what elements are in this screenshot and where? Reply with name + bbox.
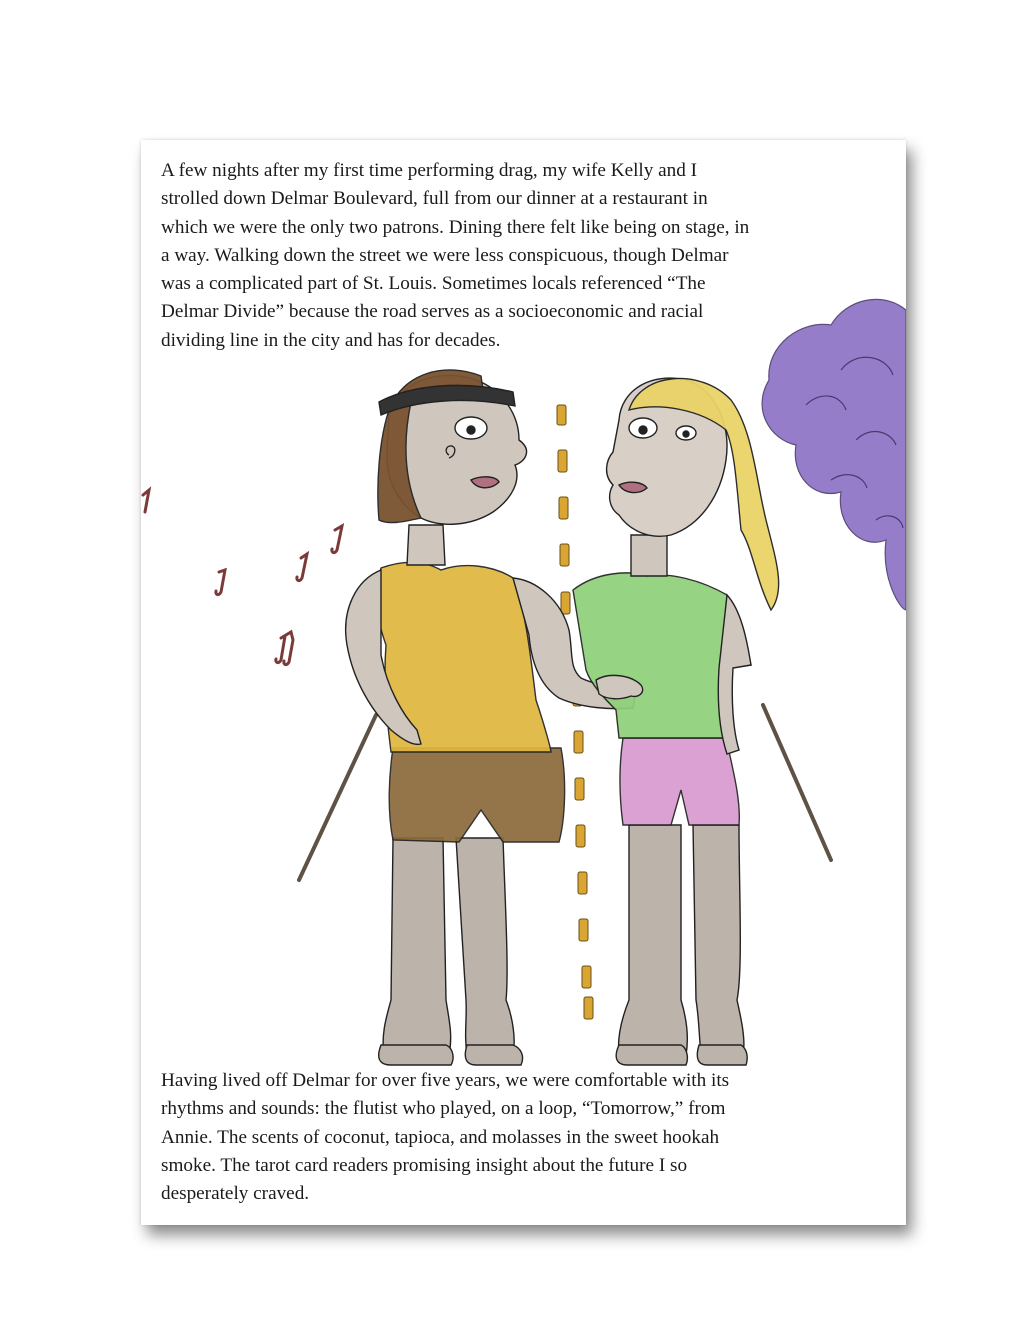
feet (379, 1045, 748, 1065)
paragraph-bottom (161, 1067, 729, 1208)
text-line: smoke. The tarot card readers promising insight about the future I so (161, 1154, 688, 1176)
text-line: Delmar Divide” because the road serves as a socioeconomic and racial (161, 301, 704, 323)
document-page (141, 140, 906, 1225)
smoke-cloud (762, 299, 906, 610)
text-line: Annie. The scents of coconut, tapioca, and molasses in the sweet hookah (161, 1126, 720, 1148)
text-line: desperately craved. (161, 1183, 310, 1205)
text-line: Having lived off Delmar for over five years, we were comfortable with its (161, 1070, 730, 1091)
music-notes (143, 490, 342, 665)
text-line: rhythms and sounds: the flutist who played, on a loop, “Tomorrow,” from (161, 1098, 726, 1120)
watercolor-illustration (141, 140, 906, 1225)
figure-left (346, 370, 636, 1055)
text-line: strolled down Delmar Boulevard, full from our dinner at a restaurant in (161, 188, 708, 210)
text-line: a way. Walking down the street we were less conspicuous, though Delmar (161, 244, 729, 266)
text-line: was a complicated part of St. Louis. Sometimes locals referenced “The (161, 273, 706, 295)
road-divider (557, 405, 593, 1019)
text-line: A few nights after my first time performing drag, my wife Kelly and I (161, 160, 698, 181)
text-line: dividing line in the city and has for decades. (161, 329, 501, 351)
figure-right (573, 378, 779, 1055)
text-line: which we were the only two patrons. Dining there felt like being on stage, in (161, 216, 750, 238)
